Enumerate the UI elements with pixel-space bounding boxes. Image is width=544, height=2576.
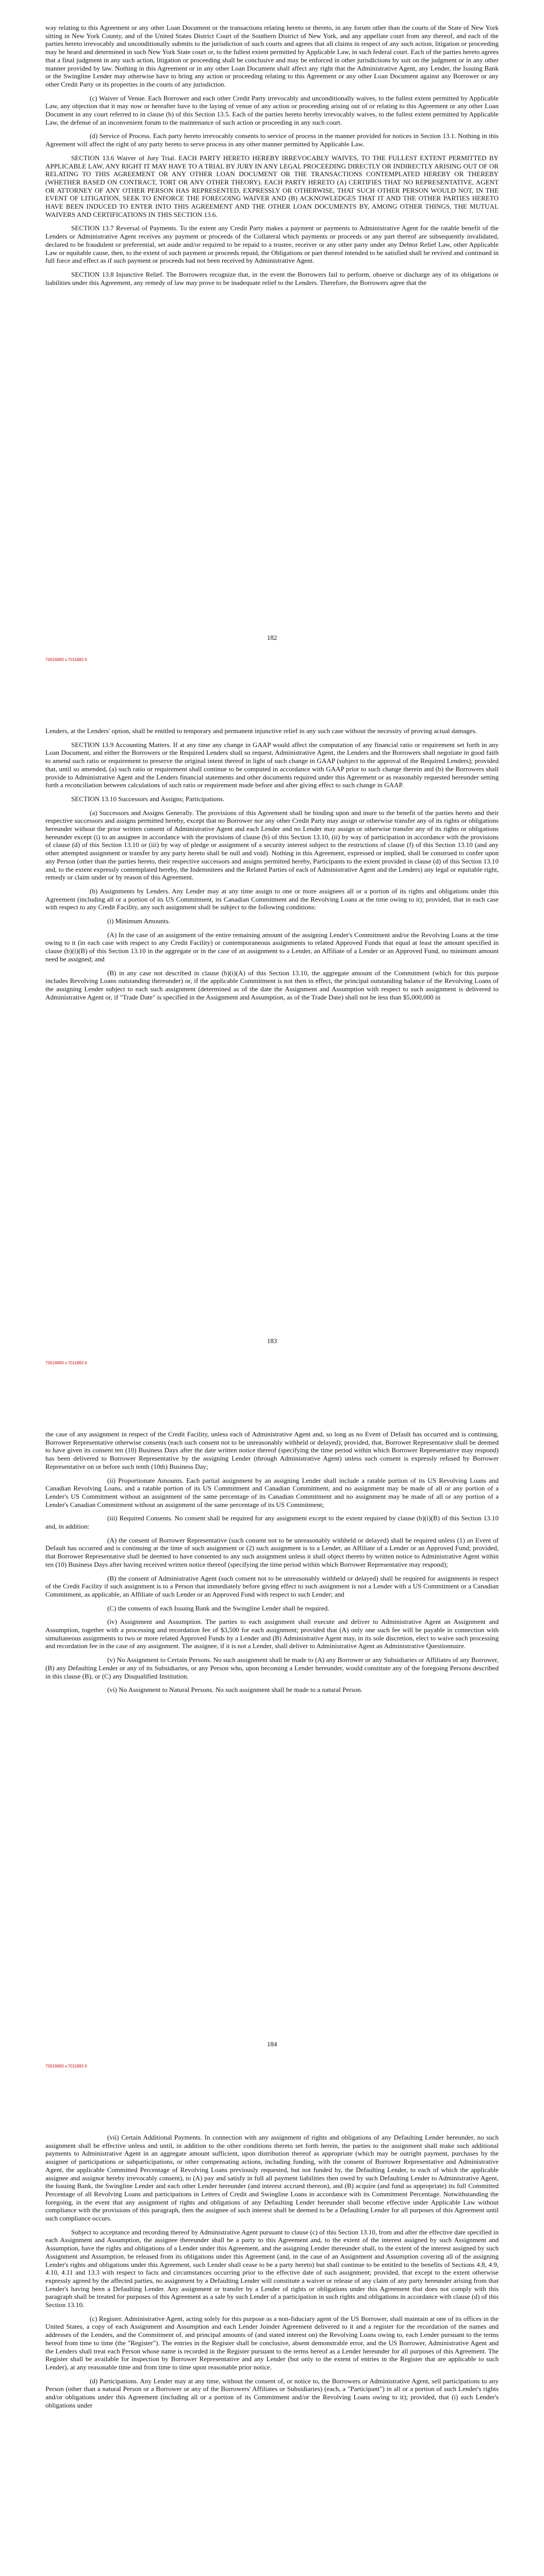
document-page-182 [0, 0, 544, 703]
paragraph: (a) Successors and Assigns Generally. The provisions of this Agreement shall be binding upon and inure to the benefit of the parties hereto and their respective successors and assigns permitted hereby, except that no Borrower nor any other Credit Party may assign or otherwise transfer any of its rights or obligations hereunder without the prior written consent of Administrative Agent and each Lender and no Lender may assign or otherwise transfer any of its rights or obligations hereunder except (i) to an assignee in accordance with the provisions of clause (b) of this Section 13.10, (ii) by way of participation in accordance with the provisions of clause (d) of this Section 13.10 or (iii) by way of pledge or assignment of a security interest subject to the restrictions of clause (f) of this Section 13.10 (and any other attempted assignment or transfer by any party hereto shall be null and void). Nothing in this Agreement, expressed or implied, shall be construed to confer upon any Person (other than the parties hereto, their respective successors and assigns permitted hereby, Participants to the extent provided in clause (d) of this Section 13.10 and, to the extent expressly contemplated hereby, the Indemnitees and the Related Parties of each of Administrative Agent and the Lenders) any legal or equitable right, remedy or claim under or by reason of this Agreement. [45, 808, 499, 882]
paragraph: Subject to acceptance and recording thereof by Administrative Agent pursuant to clause (c) of this Section 13.10, from and after the effective date specified in each Assignment and Assumption, the assignee thereunder shall be a party to this Agreement and, to the extent of the interest assigned by such Assignment and Assumption, have the rights and obligations of a Lender under this Agreement, and the assigning Lender thereunder shall, to the extent of the interest assigned by such Assignment and Assumption, be released from its obligations under this Agreement (and, in the case of an Assignment and Assumption covering all of the assigning Lender's rights and obligations under this Agreement, such Lender shall cease to be a party hereto) but shall continue to be entitled to the benefits of Sections 4.8, 4.9, 4.10, 4.11 and 13.3 with respect to facts and circumstances occurring prior to the effective date of such assignment; provided, that except to the extent otherwise expressly agreed by the affected parties, no assignment by a Defaulting Lender will constitute a waiver or release of any claim of any party hereunder arising from that Lender's having been a Defaulting Lender. Any assignment or transfer by a Lender of rights or obligations under this Agreement that does not comply with this paragraph shall be treated for purposes of this Agreement as a sale by such Lender of a participation in such rights and obligations in accordance with clause (d) of this Section 13.10. [45, 2228, 499, 2309]
paragraph: SECTION 13.8 Injunctive Relief. The Borrowers recognize that, in the event the Borrowers fail to perform, observe or discharge any of its obligations or liabilities under this Agreement, any remedy of law may prove to be inadequate relief to the Lenders. Therefore, the Borrowers agree that the [45, 270, 499, 286]
document-id-footer: 70016883 v.7011883 6 [45, 657, 87, 662]
paragraph: (C) the consents of each Issuing Bank and the Swingline Lender shall be required. [107, 1604, 329, 1612]
paragraph: (c) Waiver of Venue. Each Borrower and each other Credit Party irrevocably and unconditionally waives, to the fullest extent permitted by Applicable Law, any objection that it may now or hereafter have to the laying of venue of any action or proceeding arising out of or relating to this Agreement or any other Loan Document in any court referred to in clause (b) of this Section 13.5. Each of the parties hereto hereby irrevocably waives, to the fullest extent permitted by Applicable Law, the defense of an inconvenient forum to the maintenance of such action or proceeding in any such court. [45, 94, 499, 126]
paragraph: (iv) Assignment and Assumption. The parties to each assignment shall execute and deliver to Administrative Agent an Assignment and Assumption, together with a processing and recordation fee of $3,500 for each assignment; provided that (A) only one such fee will be payable in connection with simultaneous assignments to two or more related Approved Funds by a Lender and (B) Administrative Agent may, in its sole discretion, elect to waive such processing and recordation fee in the case of any assignment. The assignee, if it is not a Lender, shall deliver to Administrative Agent an Administrative Questionnaire. [45, 1618, 499, 1650]
paragraph: (d) Service of Process. Each party hereto irrevocably consents to service of process in the manner provided for notices in Section 13.1. Nothing in this Agreement will affect the right of any party hereto to serve process in any other manner permitted by Applicable Law. [45, 132, 499, 148]
paragraph: (c) Register. Administrative Agent, acting solely for this purpose as a non-fiduciary agent of the US Borrower, shall maintain at one of its offices in the United States, a copy of each Assignment and Assumption and each Lender Joinder Agreement delivered to it and a register for the recordation of the names and addresses of the Lenders, and the Commitment of, and principal amounts of (and stated interest on) the Revolving Loans owing to, each Lender pursuant to the terms hereof from time to time (the "Register"). The entries in the Register shall be conclusive, absent demonstrable error, and the US Borrower, Administrative Agent and the Lenders shall treat each Person whose name is recorded in the Register pursuant to the terms hereof as a Lender hereunder for all purposes of this Agreement. The Register shall be available for inspection by Borrower Representative and any Lender (but only to the extent of entries in the Register that are applicable to such Lender), at any reasonable time and from time to time upon reasonable prior notice. [45, 2314, 499, 2371]
paragraph: (d) Participations. Any Lender may at any time, without the consent of, or notice to, the Borrowers or Administrative Agent, sell participations to any Person (other than a natural Person or a Borrower or any of the Borrowers' Affiliates or Subsidiaries) (each, a "Participant") in all or a portion of such Lender's rights and/or obligations under this Agreement (including all or a portion of its Commitment and/or the Revolving Loans owing to it); provided, that (i) such Lender's obligations under [45, 2377, 499, 2409]
paragraph: (vii) Certain Additional Payments. In connection with any assignment of rights and obligations of any Defaulting Lender hereunder, no such assignment shall be effective unless and until, in addition to the other conditions thereto set forth herein, the parties to the assignment shall make such additional payments to Administrative Agent in an aggregate amount sufficient, upon distribution thereof as appropriate (which may be outright payment, purchases by the assignee of participations or subparticipations, or other compensating actions, including funding, with the consent of Borrower Representative and Administrative Agent, the applicable Committed Percentage of Revolving Loans previously requested, but not funded by, the Defaulting Lender, to each of which the applicable assignee and assignor hereby irrevocably consent), to (A) pay and satisfy in full all payment liabilities then owed by such Defaulting Lender to Administrative Agent, the Issuing Bank, the Swingline Lender and each other Lender hereunder (and interest accrued thereon), and (B) acquire (and fund as appropriate) its full Committed Percentage of all Revolving Loans and participations in Letters of Credit and Swingline Loans in accordance with its Commitment Percentage. Notwithstanding the foregoing, in the event that any assignment of rights and obligations of any Defaulting Lender hereunder shall become effective under Applicable Law without compliance with the provisions of this paragraph, then the assignee of such interest shall be deemed to be a Defaulting Lender for all purposes of this Agreement until such compliance occurs. [45, 2133, 499, 2223]
paragraph: (A) In the case of an assignment of the entire remaining amount of the assigning Lender's Commitment and/or the Revolving Loans at the time owing to it (in each case with respect to any Credit Facility) or contemporaneous assignments to related Approved Funds that equal at least the amount specified in clause (b)(i)(B) of this Section 13.10 in the aggregate or in the case of an assignment to a Lender, an Affiliate of a Lender or an Approved Fund, no minimum amount need be assigned; and [45, 930, 499, 963]
page-number: 184 [267, 2040, 277, 2048]
page-body [45, 727, 499, 1007]
paragraph: (vi) No Assignment to Natural Persons. No such assignment shall be made to a natural Person. [107, 1686, 362, 1694]
document-page-184 [0, 1406, 544, 2110]
paragraph: the case of any assignment in respect of the Credit Facility, unless each of Administrative Agent and, so long as no Event of Default has occurred and is continuing, Borrower Representative otherwise consents (each such consent not to be unreasonably withheld or delayed); provided, that, Borrower Representative shall be deemed to have given its consent ten (10) Business Days after the date written notice thereof (specifying the time period within which Borrower Representative may respond) has been delivered to Borrower Representative by the assigning Lender (through Administrative Agent) unless such consent is expressly refused by Borrower Representative on or before such tenth (10th) Business Day; [45, 1430, 499, 1470]
paragraph: Lenders, at the Lenders' option, shall be entitled to temporary and permanent injunctive relief in any such case without the necessity of proving actual damages. [45, 727, 477, 735]
document-page-183 [0, 703, 544, 1406]
section-heading: SECTION 13.10 Successors and Assigns; Participations. [71, 794, 225, 803]
paragraph: (A) the consent of Borrower Representative (such consent not to be unreasonably withheld or delayed) shall be required unless (1) an Event of Default has occurred and is continuing at the time of such assignment or (2) such assignment is to a Lender, an Affiliate of a Lender or an Approved Fund; provided, that Borrower Representative shall be deemed to have consented to any such assignment unless it shall object thereto by written notice to Administrative Agent within ten (10) Business Days after having received written notice thereof (specifying the time period within which Borrower Representative may respond); [45, 1536, 499, 1568]
page-body [45, 24, 499, 292]
page-body [45, 2133, 499, 2415]
paragraph: (v) No Assignment to Certain Persons. No such assignment shall be made to (A) any Borrower or any Subsidiaries or Affiliates of any Borrower, (B) any Defaulting Lender or any of its Subsidiaries, or any Person who, upon becoming a Lender hereunder, would constitute any of the foregoing Persons described in this clause (B), or (C) any Disqualified Institution. [45, 1656, 499, 1680]
document-id-footer: 70016883 v.7011883 6 [45, 2064, 87, 2069]
page-number: 183 [267, 1337, 277, 1345]
paragraph: way relating to this Agreement or any other Loan Document or the transactions relating hereto or thereto, in any forum other than the courts of the State of New York sitting in New York County, and of the United States District Court of the Southern District of New York, and any appellate court from any thereof, and each of the parties hereto irrevocably and unconditionally submits to the jurisdiction of such courts and agrees that all claims in respect of any such action, litigation or proceeding may be heard and determined in such New York State court or, to the fullest extent permitted by Applicable Law, in such federal court. Each of the parties hereto agrees that a final judgment in any such action, litigation or proceeding shall be conclusive and may be enforced in other jurisdictions by suit on the judgment or in any other manner provided by law. Nothing in this Agreement or in any other Loan Document shall affect any right that the Administrative Agent, any Lender, the Issuing Bank or the Swingline Lender may otherwise have to bring any action or proceeding relating to this Agreement or any other Loan Document against any Borrower or any other Credit Party or its properties in the courts of any jurisdiction. [45, 24, 499, 88]
paragraph: (iii) Required Consents. No consent shall be required for any assignment except to the extent required by clause (b)(i)(B) of this Section 13.10 and, in addition: [45, 1514, 499, 1531]
page-body [45, 1430, 499, 1700]
paragraph: (ii) Proportionate Amounts. Each partial assignment by an assigning Lender shall include a ratable portion of its US Revolving Loans and Canadian Revolving Loans, and a ratable portion of its US Commitment and Canadian Commitment, and no assignment may be made of all or any portion of a Lender's US Commitment without an assignment of the same percentage of its Canadian Commitment and no assignment may be made of all or any portion of a Lender's Canadian Commitment without an assignment of the same percentage of its US Commitment; [45, 1476, 499, 1509]
paragraph: SECTION 13.7 Reversal of Payments. To the extent any Credit Party makes a payment or payments to Administrative Agent for the ratable benefit of the Lenders or Administrative Agent receives any payment or proceeds of the Collateral which payments or proceeds or any part thereof are subsequently invalidated, declared to be fraudulent or preferential, set aside and/or required to be repaid to a trustee, receiver or any other party under any Debtor Relief Law, other Applicable Law or equitable cause, then, to the extent of such payment or proceeds repaid, the Obligations or part thereof intended to be satisfied shall be revived and continued in full force and effect as if such payment or proceeds had not been received by Administrative Agent. [45, 224, 499, 265]
document-id-footer: 70016883 v.7011883 6 [45, 1361, 87, 1365]
paragraph: (b) Assignments by Lenders. Any Lender may at any time assign to one or more assignees all or a portion of its rights and obligations under this Agreement (including all or a portion of its US Commitment, its Canadian Commitment and the Revolving Loans at the time owing to it); provided, that in each case with respect to any Credit Facility, any such assignment shall be subject to the following conditions: [45, 887, 499, 911]
paragraph: SECTION 13.9 Accounting Matters. If at any time any change in GAAP would affect the computation of any financial ratio or requirement set forth in any Loan Document, and either the Borrowers or the Required Lenders shall so request, Administrative Agent, the Lenders and the Borrowers shall negotiate in good faith to amend such ratio or requirement to preserve the original intent thereof in light of such change in GAAP (subject to the approval of the Required Lenders); provided that, until so amended, (a) such ratio or requirement shall continue to be computed in accordance with GAAP prior to such change therein and (b) the Borrowers shall provide to Administrative Agent and the Lenders financial statements and other documents required under this Agreement or as reasonably requested hereunder setting forth a reconciliation between calculations of such ratio or requirement made before and after giving effect to such change in GAAP. [45, 740, 499, 789]
paragraph: SECTION 13.6 Waiver of Jury Trial. EACH PARTY HERETO HEREBY IRREVOCABLY WAIVES, TO THE FULLEST EXTENT PERMITTED BY APPLICABLE LAW, ANY RIGHT IT MAY HAVE TO A TRIAL BY JURY IN ANY LEGAL PROCEEDING DIRECTLY OR INDIRECTLY ARISING OUT OF OR RELATING TO THIS AGREEMENT OR ANY OTHER LOAN DOCUMENT OR THE TRANSACTIONS CONTEMPLATED HEREBY OR THEREBY (WHETHER BASED ON CONTRACT, TORT OR ANY OTHER THEORY). EACH PARTY HERETO (A) CERTIFIES THAT NO REPRESENTATIVE, AGENT OR ATTORNEY OF ANY OTHER PERSON HAS REPRESENTED, EXPRESSLY OR OTHERWISE, THAT SUCH OTHER PERSON WOULD NOT, IN THE EVENT OF LITIGATION, SEEK TO ENFORCE THE FOREGOING WAIVER AND (B) ACKNOWLEDGES THAT IT AND THE OTHER PARTIES HERETO HAVE BEEN INDUCED TO ENTER INTO THIS AGREEMENT AND THE OTHER LOAN DOCUMENTS BY, AMONG OTHER THINGS, THE MUTUAL WAIVERS AND CERTIFICATIONS IN THIS SECTION 13.6. [45, 154, 499, 218]
paragraph: (B) the consent of Administrative Agent (such consent not to be unreasonably withheld or delayed) shall be required for assignments in respect of the Credit Facility if such assignment is to a Person that immediately before giving effect to such assignment is not a Lender with a US Commitment or a Canadian Commitment, as applicable, an Affiliate of such Lender or an Approved Fund with respect to such Lender; and [45, 1574, 499, 1598]
paragraph: (B) in any case not described in clause (b)(i)(A) of this Section 13.10, the aggregate amount of the Commitment (which for this purpose includes Revolving Loans outstanding thereunder) or, if the applicable Commitment is not then in effect, the principal outstanding balance of the Revolving Loans of the assigning Lender subject to each such assignment (determined as of the date the Assignment and Assumption with respect to such assignment is delivered to Administrative Agent or, if "Trade Date" is specified in the Assignment and Assumption, as of the Trade Date) shall not be less than $5,000,000 in [45, 969, 499, 1001]
page-number: 182 [267, 634, 277, 641]
subsection-heading: (i) Minimum Amounts. [107, 917, 170, 925]
document-page-185 [0, 2110, 544, 2576]
